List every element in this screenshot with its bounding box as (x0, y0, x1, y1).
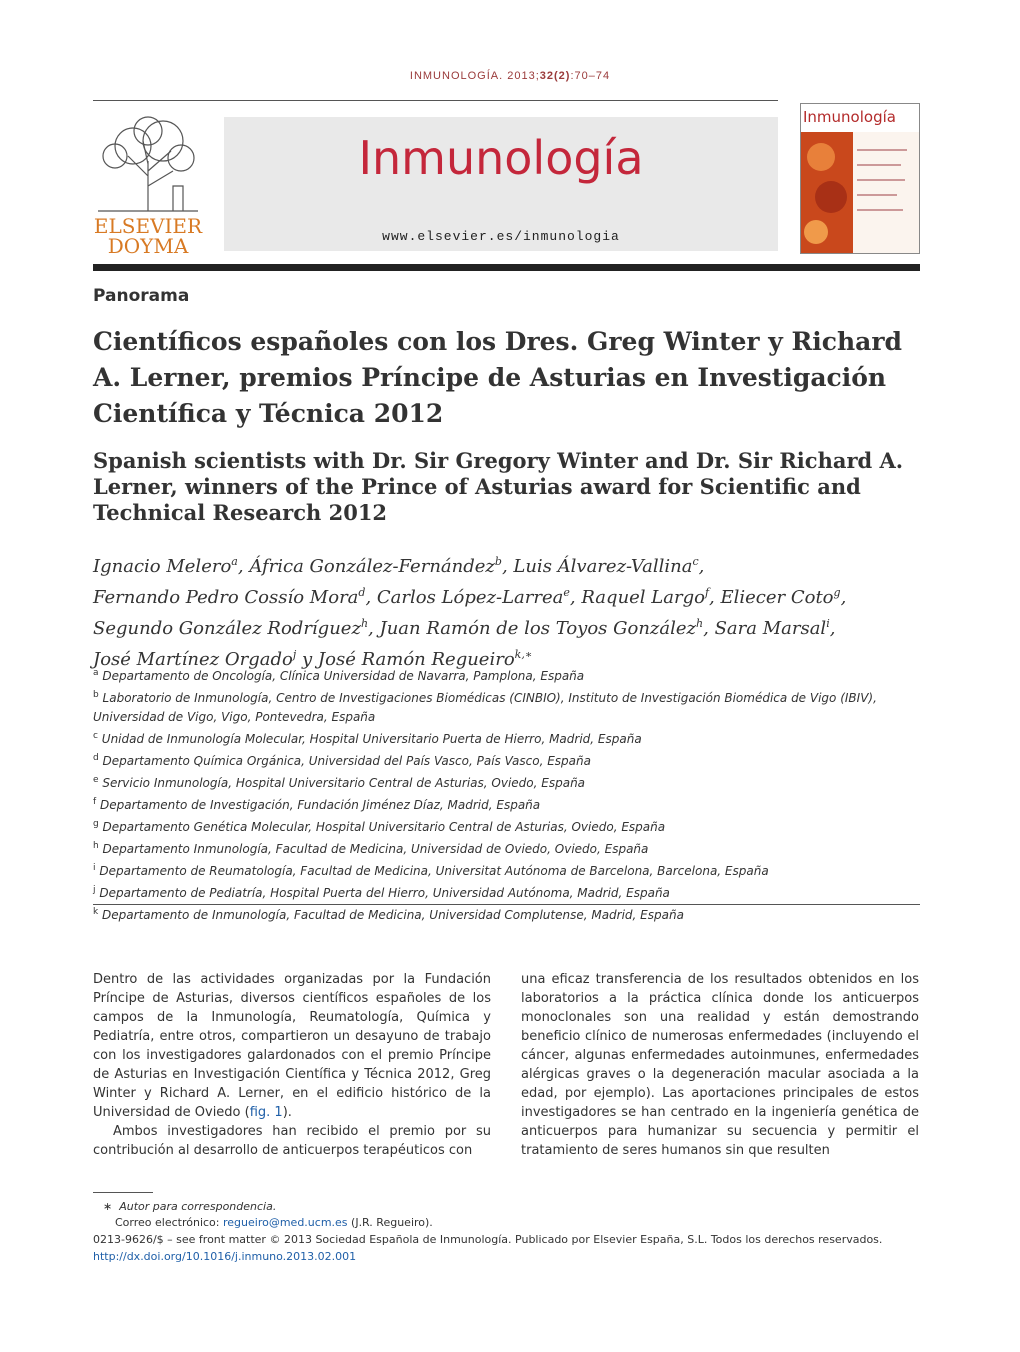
affiliation-list (93, 664, 920, 925)
publisher-name-line2: DOYMA (107, 234, 189, 258)
author: José Martínez Orgado$^j$ y (93, 648, 318, 670)
author: José Ramón Regueiro$^{k,∗}$ (317, 648, 533, 670)
author: África González-Fernández$^b$, (249, 555, 514, 577)
cover-header (801, 104, 919, 132)
affiliation: $^j$ Departamento de Pediatría, Hospital Puerta del Hierro, Universidad Autónoma, Madrid, España (93, 885, 670, 900)
header-thick-rule (93, 264, 920, 271)
section-label: Panorama (93, 286, 190, 306)
affiliation: $^i$ Departamento de Reumatología, Facultad de Medicina, Universitat Autónoma de Barcelona, Barcelona, España (93, 863, 769, 878)
elsevier-logo (93, 116, 203, 256)
corresponding-author-note: ∗ Autor para correspondencia. (103, 1200, 277, 1213)
doi-link[interactable] (93, 1249, 920, 1265)
body-column-left (93, 970, 491, 1160)
doi-link-text[interactable]: http://dx.doi.org/10.1016/j.inmuno.2013.02.001 (93, 1250, 357, 1263)
article-title-spanish: Científicos españoles con los Dres. Greg Winter y Richard A. Lerner, premios Príncipe de Asturias en Investigación Científica y Técnica 2012 (93, 327, 903, 428)
cover-title: Inmunología (803, 108, 896, 126)
affiliation: $^f$ Departamento de Investigación, Fundación Jiménez Díaz, Madrid, España (93, 797, 541, 812)
body-paragraph: Ambos investigadores han recibido el premio por su contribución al desarrollo de anticuerpos terapéuticos con (93, 1124, 491, 1158)
publisher-name-line1: ELSEVIER (93, 214, 203, 238)
affiliation: $^c$ Unidad de Inmunología Molecular, Hospital Universitario Puerta de Hierro, Madrid, España (93, 731, 642, 746)
author: Eliecer Coto$^g$, (720, 586, 847, 608)
author: Luis Álvarez-Vallina$^c$, (513, 555, 705, 577)
author: Ignacio Melero$^a$, (93, 555, 250, 577)
journal-citation (0, 70, 1020, 82)
figure-link[interactable]: fig. 1 (249, 1105, 283, 1120)
affiliation: $^a$ Departamento de Oncología, Clínica Universidad de Navarra, Pamplona, España (93, 668, 585, 683)
citation-journal: INMUNOLOGÍA (409, 70, 500, 82)
affiliation: $^h$ Departamento Inmunología, Facultad de Medicina, Universidad de Oviedo, Oviedo, España (93, 841, 649, 856)
cover-line (857, 179, 905, 181)
affiliations-rule (93, 904, 920, 905)
author: Fernando Pedro Cossío Mora$^d$, (93, 586, 377, 608)
email-note: Correo electrónico: regueiro@med.ucm.es (J.R. Regueiro). (115, 1216, 433, 1229)
cover-art-icon (801, 132, 853, 253)
journal-cover-thumbnail (800, 103, 920, 254)
cover-line (857, 209, 903, 211)
affiliation: $^e$ Servicio Inmunología, Hospital Universitario Central de Asturias, Oviedo, España (93, 775, 586, 790)
journal-banner (224, 117, 778, 251)
author-list (93, 549, 920, 673)
affiliation: $^d$ Departamento Química Orgánica, Universidad del País Vasco, País Vasco, España (93, 753, 591, 768)
email-link[interactable]: regueiro@med.ucm.es (223, 1216, 348, 1229)
body-paragraph: una eficaz transferencia de los resultados obtenidos en los laboratorios a la práctica clínica donde los anticuerpos monoclonales son una realidad y están demostrando beneficio clínico de numerosas enfermedades (incluyendo el cáncer, algunas enfermedades autoinmunes, enfermedades alérgicas graves o la degeneración macular asociada a la edad, por ejemplo). Las aportaciones principales de estos investigadores se han centrado en la ingeniería genética de anticuerpos para humanizar su secuencia y permitir el tratamiento de seres humanos sin que resulten (521, 972, 919, 1158)
citation-volume: 32(2) (539, 70, 571, 82)
affiliation: $^k$ Departamento de Inmunología, Facultad de Medicina, Universidad Complutense, Madrid, España (93, 907, 684, 922)
citation-pages: :70–74 (570, 70, 611, 82)
author: Carlos López-Larrea$^e$, (376, 586, 582, 608)
author: Juan Ramón de los Toyos González$^h$, (379, 617, 715, 639)
author: Segundo González Rodríguez$^h$, (93, 617, 380, 639)
cover-line (857, 194, 897, 196)
footnote-rule (93, 1192, 153, 1193)
copyright-note: 0213-9626/$ – see front matter © 2013 Sociedad Española de Inmunología. Publicado por Elsevier España, S.L. Todos los derechos reservados. (93, 1233, 883, 1246)
cover-line (857, 149, 907, 151)
cover-line (857, 164, 901, 166)
journal-url-link[interactable]: www.elsevier.es/inmunologia (382, 229, 620, 244)
affiliation: $^b$ Laboratorio de Inmunología, Centro de Investigaciones Biomédicas (CINBIO), Instituto de Investigación Biomédica de Vigo (IBIV), Universidad de Vigo, Vigo, Pontevedra, España (93, 690, 877, 724)
header-rule (93, 100, 778, 101)
body-paragraph: Dentro de las actividades organizadas por la Fundación Príncipe de Asturias, diversos científicos españoles de los campos de la Inmunología, Reumatología, Química y Pediatría, entre otros, compartieron un desayuno de trabajo con los investigadores galardonados con el premio Príncipe de Asturias en Investigación Científica y Técnica 2012, Greg Winter y Richard A. Lerner, en el edificio histórico de la Universidad de Oviedo (fig. 1). (93, 972, 491, 1120)
article-title-english: Spanish scientists with Dr. Sir Gregory Winter and Dr. Sir Richard A. Lerner, winners of the Prince of Asturias award for Scientific and Technical Research 2012 (93, 448, 904, 525)
journal-title: Inmunología (358, 131, 644, 185)
author: Sara Marsal$^i$, (714, 617, 836, 639)
tree-icon (93, 116, 203, 216)
author: Raquel Largo$^f$, (581, 586, 721, 608)
body-column-right (521, 970, 919, 1160)
affiliation: $^g$ Departamento Genética Molecular, Hospital Universitario Central de Asturias, Oviedo, España (93, 819, 666, 834)
citation-year: . 2013; (499, 70, 540, 82)
